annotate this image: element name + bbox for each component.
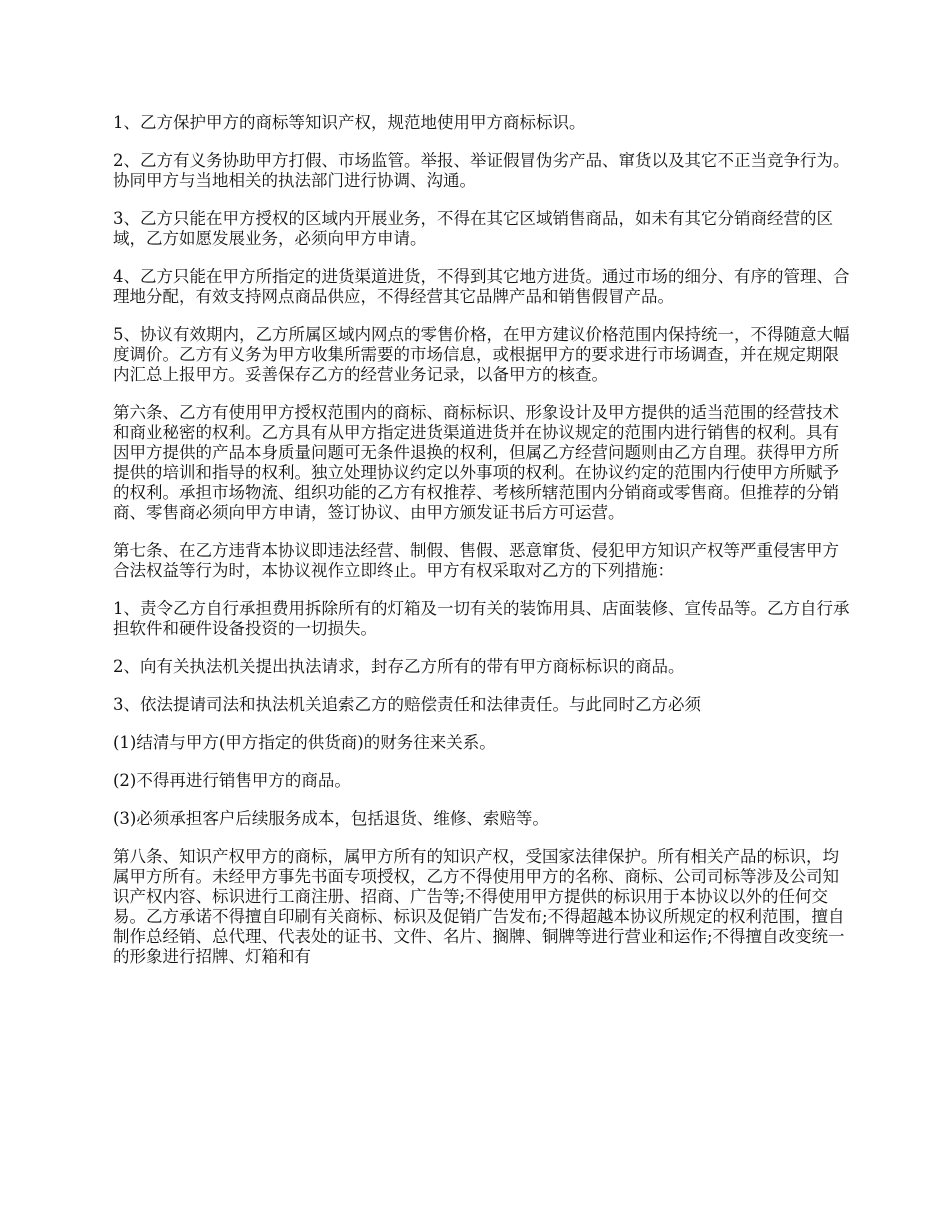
paragraph-measure-3: 3、依法提请司法和执法机关追索乙方的赔偿责任和法律责任。与此同时乙方必须 (113, 695, 701, 714)
paragraph-clause-3: 3、乙方只能在甲方授权的区域内开展业务，不得在其它区域销售商品，如未有其它分销商经营的区域，乙方如愿发展业务，必须向甲方申请。 (113, 209, 833, 248)
paragraph-sub-item-3: (3)必须承担客户后续服务成本，包括退货、维修、索赔等。 (113, 809, 549, 828)
paragraph-clause-4: 4、乙方只能在甲方所指定的进货渠道进货，不得到其它地方进货。通过市场的细分、有序的管理、合理地分配，有效支持网点商品供应，不得经营其它品牌产品和销售假冒产品。 (113, 267, 850, 306)
paragraph-article-7: 第七条、在乙方违背本协议即违法经营、制假、售假、恶意窜货、侵犯甲方知识产权等严重侵害甲方合法权益等行为时，本协议视作立即终止。甲方有权采取对乙方的下列措施： (113, 541, 839, 580)
paragraph-measure-2: 2、向有关执法机关提出执法请求，封存乙方所有的带有甲方商标标识的商品。 (113, 657, 685, 676)
paragraph-article-8: 第八条、知识产权甲方的商标，属甲方所有的知识产权，受国家法律保护。所有相关产品的标识，均属甲方所有。未经甲方事先书面专项授权，乙方不得使用甲方的名称、商标、公司司标等涉及公司知识产权内容、标识进行工商注册、招商、广告等;不得使用甲方提供的标识用于本协议以外的任何交易。乙方承诺不得擅自印刷有关商标、标识及促销广告发布;不得超越本协议所规定的权利范围，擅自制作总经销、总代理、代表处的证书、文件、名片、搁牌、铜牌等进行营业和运作;不得擅自改变统一的形象进行招牌、灯箱和有 (113, 847, 845, 966)
paragraph-sub-item-1: (1)结清与甲方(甲方指定的供货商)的财务往来关系。 (113, 733, 496, 752)
paragraph-clause-1: 1、乙方保护甲方的商标等知识产权，规范地使用甲方商标标识。 (113, 113, 586, 132)
paragraph-article-6: 第六条、乙方有使用甲方授权范围内的商标、商标标识、形象设计及甲方提供的适当范围的经营技术和商业秘密的权利。乙方具有从甲方指定进货渠道进货并在协议规定的范围内进行销售的权利。具有因甲方提供的产品本身质量问题可无条件退换的权利，但属乙方经营问题则由乙方自理。获得甲方所提供的培训和指导的权利。独立处理协议约定以外事项的权利。在协议约定的范围内行使甲方所赋予的权利。承担市场物流、组织功能的乙方有权推荐、考核所辖范围内分销商或零售商。但推荐的分销商、零售商必须向甲方申请，签订协议、由甲方颁发证书后方可运营。 (113, 403, 839, 522)
paragraph-clause-5: 5、协议有效期内，乙方所属区域内网点的零售价格，在甲方建议价格范围内保持统一，不得随意大幅度调价。乙方有义务为甲方收集所需要的市场信息，或根据甲方的要求进行市场调查，并在规定期限内汇总上报甲方。妥善保存乙方的经营业务记录，以备甲方的核查。 (113, 325, 850, 384)
document-page (113, 113, 853, 985)
paragraph-clause-2: 2、乙方有义务协助甲方打假、市场监管。举报、举证假冒伪劣产品、窜货以及其它不正当竞争行为。协同甲方与当地相关的执法部门进行协调、沟通。 (113, 151, 850, 190)
paragraph-sub-item-2: (2)不得再进行销售甲方的商品。 (113, 771, 351, 790)
paragraph-measure-1: 1、责令乙方自行承担费用拆除所有的灯箱及一切有关的装饰用具、店面装修、宣传品等。乙方自行承担软件和硬件设备投资的一切损失。 (113, 599, 850, 638)
